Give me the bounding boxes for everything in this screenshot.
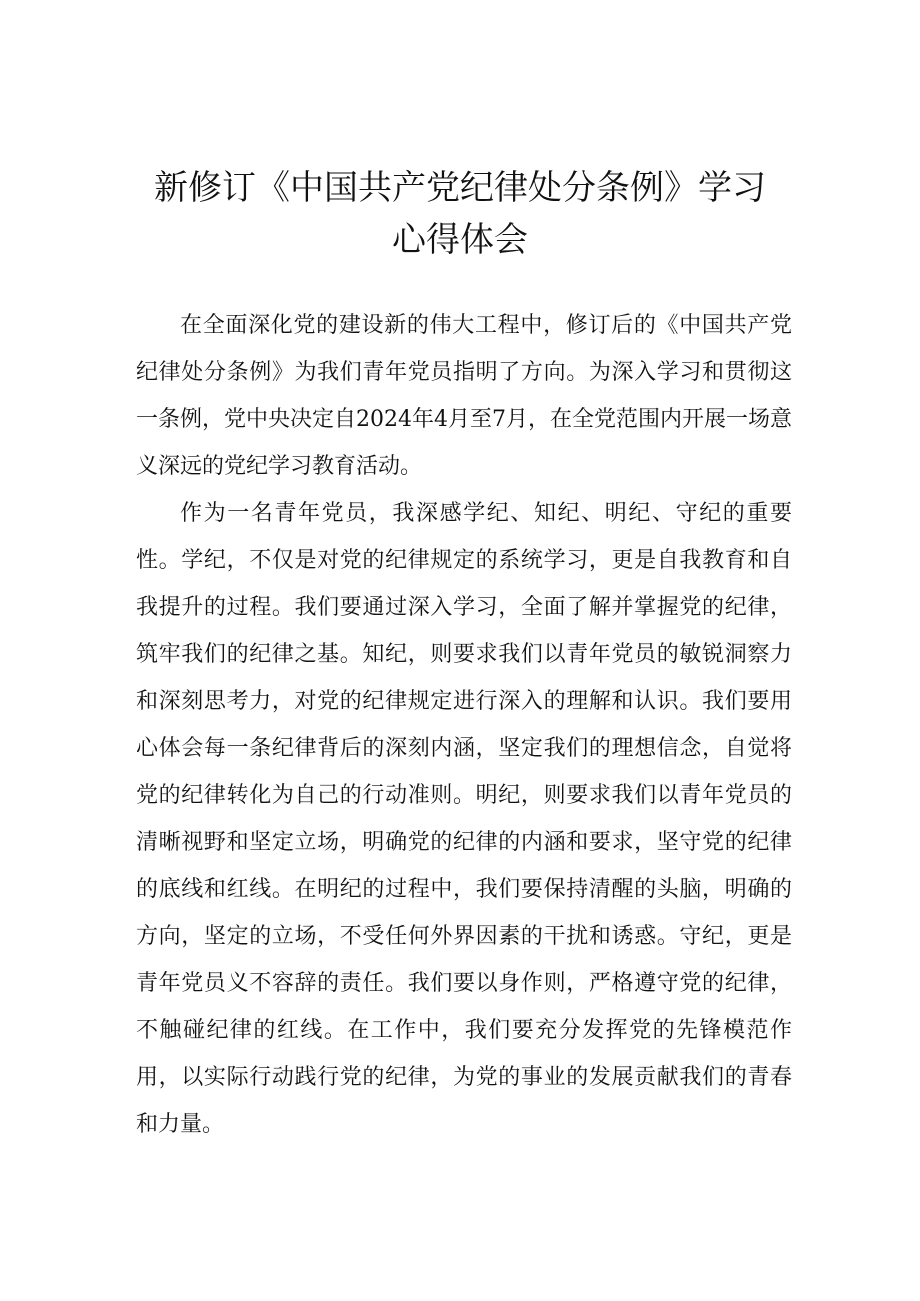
document-title-line-2: 心得体会 (392, 220, 528, 260)
paragraph-2: 作为一名青年党员，我深感学纪、知纪、明纪、守纪的重要性。学纪，不仅是对党的纪律规定的系统学习，更是自我教育和自我提升的过程。我们要通过深入学习，全面了解并掌握党的纪律，筑牢我们的纪律之基。知纪，则要求我们以青年党员的敏锐洞察力和深刻思考力，对党的纪律规定进行深入的理解和认识。我们要用心体会每一条纪律背后的深刻内涵，坚定我们的理想信念，自觉将党的纪律转化为自己的行动准则。明纪，则要求我们以青年党员的清晰视野和坚定立场，明确党的纪律的内涵和要求，坚守党的纪律的底线和红线。在明纪的过程中，我们要保持清醒的头脑，明确的方向，坚定的立场，不受任何外界因素的干扰和诱惑。守纪，更是青年党员义不容辞的责任。我们要以身作则，严格遵守党的纪律，不触碰纪律的红线。在工作中，我们要充分发挥党的先锋模范作用，以实际行动践行党的纪律，为党的事业的发展贡献我们的青春和力量。 (136, 501, 792, 1137)
paragraph-1: 在全面深化党的建设新的伟大工程中，修订后的《中国共产党纪律处分条例》为我们青年党员指明了方向。为深入学习和贯彻这一条例，党中央决定自2024年4月至7月，在全党范围内开展一场意义深远的党纪学习教育活动。 (136, 313, 792, 479)
document-body (136, 302, 792, 1148)
document-title-line-1: 新修订《中国共产党纪律处分条例》学习 (154, 168, 766, 208)
